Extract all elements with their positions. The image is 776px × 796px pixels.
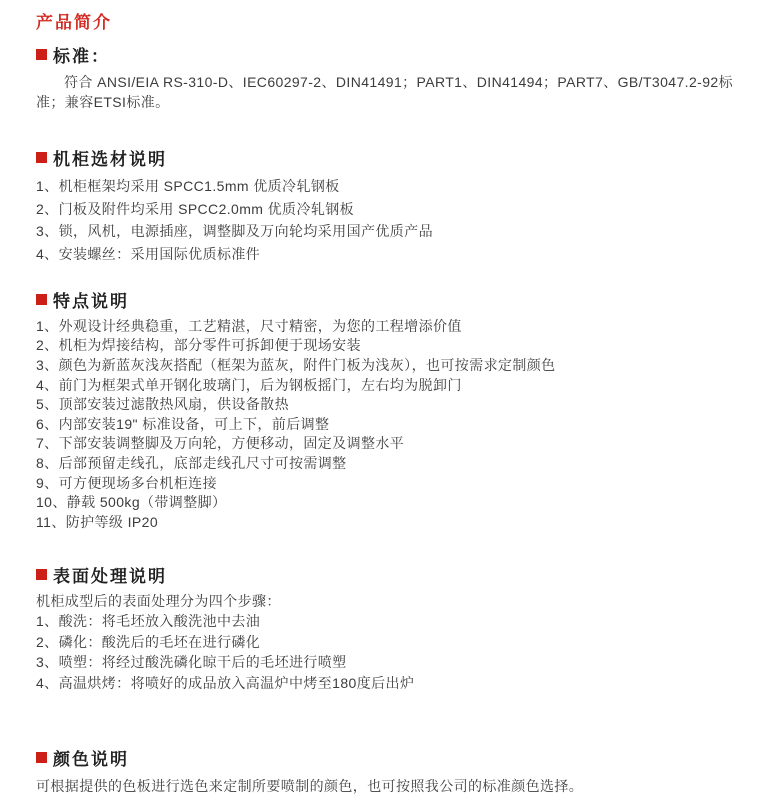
section-standard bbox=[36, 42, 756, 112]
surface-item: 1、酸洗：将毛坯放入酸洗池中去油 bbox=[36, 613, 261, 630]
features-item: 11、防护等级 IP20 bbox=[36, 513, 159, 530]
features-item: 1、外观设计经典稳重，工艺精湛，尺寸精密，为您的工程增添价值 bbox=[36, 317, 462, 334]
features-item: 4、前门为框架式单开钢化玻璃门，后为钢板摇门，左右均为脱卸门 bbox=[36, 376, 462, 393]
surface-item: 4、高温烘烤：将喷好的成品放入高温炉中烤至180度后出炉 bbox=[36, 674, 415, 691]
surface-intro: 机柜成型后的表面处理分为四个步骤： bbox=[36, 593, 281, 610]
surface-item: 2、磷化：酸洗后的毛坯在进行磷化 bbox=[36, 633, 261, 650]
section-bullet-icon bbox=[36, 152, 47, 163]
features-item: 9、可方便现场多台机柜连接 bbox=[36, 474, 217, 491]
section-heading-label: 标准： bbox=[53, 47, 110, 66]
materials-item: 3、锁，风机，电源插座，调整脚及万向轮均采用国产优质产品 bbox=[36, 223, 433, 240]
section-colors bbox=[36, 745, 756, 796]
section-features-heading bbox=[36, 287, 756, 312]
section-materials-heading bbox=[36, 145, 756, 170]
materials-list bbox=[36, 175, 756, 266]
section-surface-heading bbox=[36, 562, 756, 587]
features-item: 2、机柜为焊接结构，部分零件可拆卸便于现场安装 bbox=[36, 337, 361, 354]
colors-paragraph: 可根据提供的色板进行选色来定制所要喷制的颜色，也可按照我公司的标准颜色选择。 bbox=[36, 777, 584, 794]
features-item: 8、后部预留走线孔，底部走线孔尺寸可按需调整 bbox=[36, 454, 347, 471]
section-bullet-icon bbox=[36, 294, 47, 305]
section-materials bbox=[36, 145, 756, 266]
features-item: 5、顶部安装过滤散热风扇，供设备散热 bbox=[36, 396, 289, 413]
page-title: 产品简介 bbox=[36, 13, 112, 32]
features-item: 6、内部安装19" 标准设备，可上下，前后调整 bbox=[36, 415, 330, 432]
section-heading-label: 特点说明 bbox=[53, 291, 129, 311]
surface-list bbox=[36, 611, 756, 693]
features-item: 7、下部安装调整脚及万向轮，方便移动，固定及调整水平 bbox=[36, 435, 405, 452]
section-surface bbox=[36, 562, 756, 693]
section-heading-label: 颜色说明 bbox=[53, 749, 129, 769]
section-colors-heading bbox=[36, 745, 756, 770]
surface-item: 3、喷塑：将经过酸洗磷化晾干后的毛坯进行喷塑 bbox=[36, 654, 347, 671]
materials-item: 4、安装螺丝：采用国际优质标准件 bbox=[36, 246, 261, 263]
section-heading-label: 机柜选材说明 bbox=[53, 150, 167, 169]
features-item: 3、颜色为新蓝灰浅灰搭配（框架为蓝灰，附件门板为浅灰），也可按需求定制颜色 bbox=[36, 357, 556, 373]
section-bullet-icon bbox=[36, 569, 47, 580]
section-heading-label: 表面处理说明 bbox=[53, 567, 167, 587]
section-bullet-icon bbox=[36, 752, 47, 763]
features-list bbox=[36, 317, 756, 533]
section-bullet-icon bbox=[36, 49, 47, 60]
materials-item: 2、门板及附件均采用 SPCC2.0mm 优质冷轧钢板 bbox=[36, 200, 355, 217]
materials-item: 1、机柜框架均采用 SPCC1.5mm 优质冷轧钢板 bbox=[36, 178, 340, 194]
section-standard-heading bbox=[36, 42, 756, 67]
section-features bbox=[36, 287, 756, 533]
standard-paragraph: 符合 ANSI/EIA RS-310-D、IEC60297-2、DIN41491；PART1、DIN41494；PART7、GB/T3047.2-92标准；兼容ETSI标准。 bbox=[36, 74, 733, 110]
features-item: 10、静载 500kg（带调整脚） bbox=[36, 494, 227, 511]
